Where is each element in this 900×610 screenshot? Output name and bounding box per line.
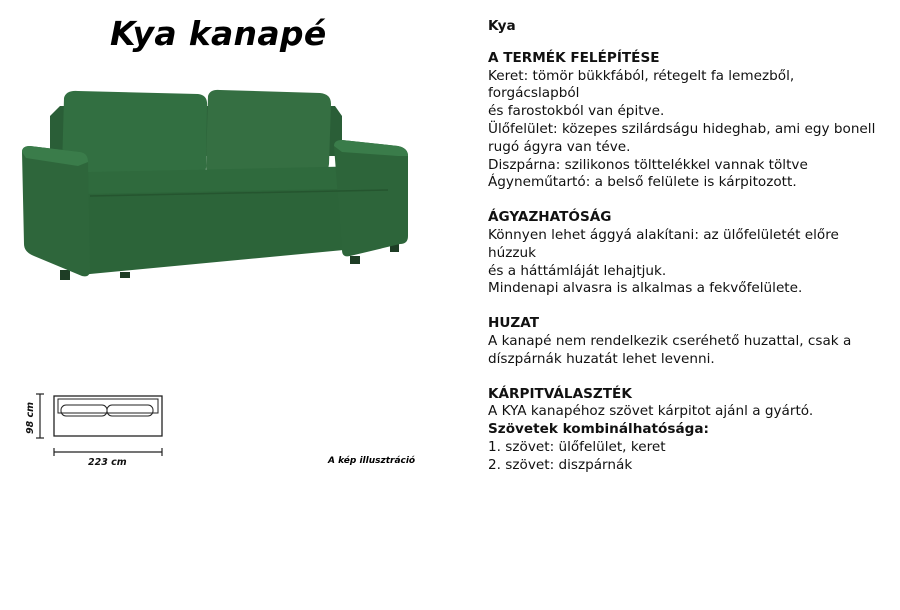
product-name: Kya <box>488 18 516 34</box>
dimensions-diagram <box>22 390 167 470</box>
section-line: A KYA kanapéhoz szövet kárpitot ajánl a gyártó. <box>488 403 814 420</box>
section-line: 1. szövet: ülőfelület, keret <box>488 438 666 455</box>
section-line: és farostokból van épitve. <box>488 103 665 120</box>
section-line: Szövetek kombinálhatósága: <box>488 421 709 438</box>
section-line: Ülőfelület: közepes szilárdságu hideghab, ami egy bonell <box>488 120 876 137</box>
image-note: A kép illusztráció <box>328 456 416 466</box>
section-line: rugó ágyra van téve. <box>488 138 631 155</box>
width-label: 223 cm <box>88 457 127 468</box>
section-heading: A TERMÉK FELÉPÍTÉSE <box>488 49 660 66</box>
section-line: és a háttámláját lehajtjuk. <box>488 262 667 279</box>
description-sections <box>488 50 888 475</box>
section-line: A kanapé nem rendelkezik cseréhető huzattal, csak a <box>488 332 852 349</box>
depth-label: 98 cm <box>25 401 36 434</box>
section-line: Könnyen lehet ággyá alakítani: az ülőfelületét előre húzzuk <box>488 226 839 261</box>
section-line: Ágyneműtartó: a belső felülete is kárpitozott. <box>488 174 797 191</box>
section-heading: KÁRPITVÁLASZTÉK <box>488 385 632 402</box>
sofa-product-image <box>20 86 415 286</box>
section-line: díszpárnák huzatát lehet levenni. <box>488 350 715 367</box>
section-line: Mindenapi alvasra is alkalmas a fekvőfelülete. <box>488 280 803 297</box>
section-line: Keret: tömör bükkfából, rétegelt fa lemezből, forgácslapból <box>488 67 795 102</box>
description-section <box>488 209 888 298</box>
description-section <box>488 386 888 475</box>
description-section <box>488 315 888 368</box>
section-line: Diszpárna: szilikonos tölttelékkel vannak töltve <box>488 156 808 173</box>
section-line: 2. szövet: diszpárnák <box>488 456 633 473</box>
page-title: Kya kanapé <box>110 14 327 53</box>
section-heading: ÁGYAZHATÓSÁG <box>488 209 612 226</box>
section-heading: HUZAT <box>488 315 540 332</box>
description-section <box>488 50 888 192</box>
product-description <box>488 18 888 492</box>
